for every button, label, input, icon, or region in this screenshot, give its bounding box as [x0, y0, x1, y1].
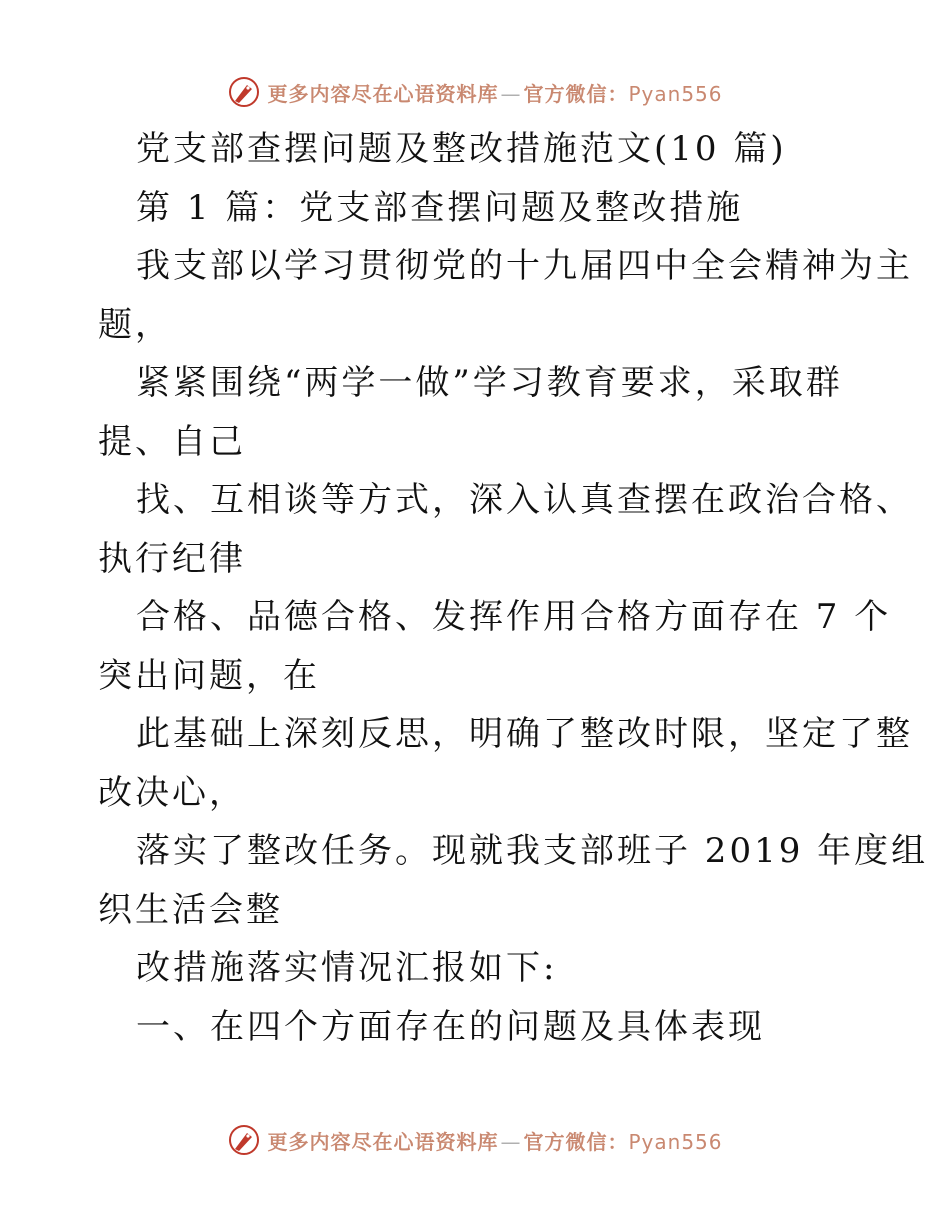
watermark-label: 官方微信： — [523, 1129, 629, 1154]
paragraph-line: 我支部以学习贯彻党的十九届四中全会精神为主 — [136, 246, 913, 286]
pen-nib-logo-icon — [227, 75, 261, 109]
watermark-separator: — — [500, 81, 522, 106]
paragraph-line: 紧紧围绕“两学一做”学习教育要求，采取群 — [136, 363, 843, 403]
paragraph-line: 合格、品德合格、发挥作用合格方面存在 7 个 — [136, 597, 892, 637]
document-subtitle: 第 1 篇：党支部查摆问题及整改措施 — [136, 187, 744, 228]
section-heading: 一、在四个方面存在的问题及具体表现 — [136, 1006, 765, 1047]
watermark-label: 官方微信： — [523, 81, 629, 106]
paragraph-line: 此基础上深刻反思，明确了整改时限，坚定了整 — [136, 714, 913, 754]
watermark-text: 更多内容尽在心语资料库 — [267, 1129, 499, 1154]
watermark-account: Pyan556 — [628, 81, 723, 106]
footer-watermark — [0, 1120, 950, 1160]
paragraph-line: 落实了整改任务。现就我支部班子 2019 年度组 — [136, 831, 929, 871]
paragraph-line: 执行纪律 — [98, 538, 246, 579]
paragraph-line: 突出问题，在 — [98, 655, 320, 696]
watermark-separator: — — [500, 1129, 522, 1154]
header-watermark — [0, 72, 950, 112]
pen-nib-logo-icon — [227, 1123, 261, 1157]
paragraph-line: 找、互相谈等方式，深入认真查摆在政治合格、 — [136, 480, 913, 520]
paragraph-line: 提、自己 — [98, 421, 246, 462]
watermark-text: 更多内容尽在心语资料库 — [267, 81, 499, 106]
paragraph-line: 改决心， — [98, 772, 246, 813]
paragraph-line: 织生活会整 — [98, 889, 283, 930]
paragraph-line: 题， — [98, 304, 172, 345]
watermark-account: Pyan556 — [628, 1129, 723, 1154]
document-body — [98, 120, 929, 1056]
paragraph-line: 改措施落实情况汇报如下: — [136, 948, 558, 988]
document-title: 党支部查摆问题及整改措施范文(10 篇) — [136, 129, 787, 169]
